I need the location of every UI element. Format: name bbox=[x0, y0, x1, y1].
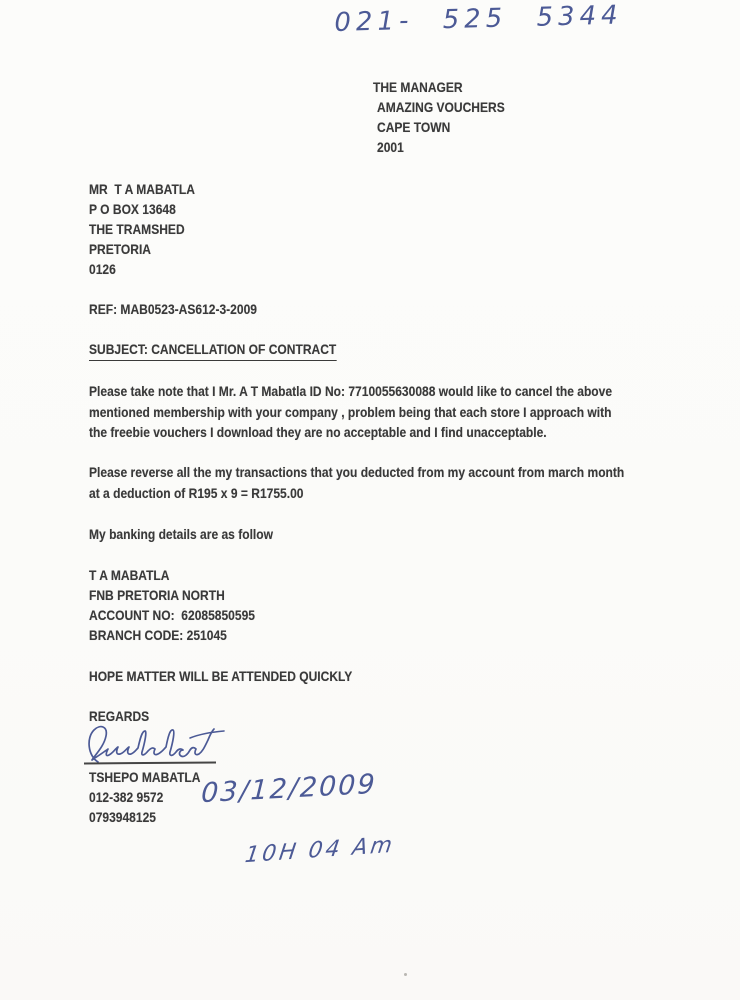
sender-line: MR T A MABATLA bbox=[89, 181, 195, 197]
body-paragraph-1 bbox=[89, 381, 697, 443]
banking-line: FNB PRETORIA NORTH bbox=[89, 587, 225, 603]
signatory-name: TSHEPO MABATLA bbox=[89, 769, 201, 785]
sender-address-block bbox=[89, 179, 212, 279]
closing-line: HOPE MATTER WILL BE ATTENDED QUICKLY bbox=[89, 668, 353, 684]
sender-line: THE TRAMSHED bbox=[89, 221, 185, 237]
subject-line: SUBJECT: CANCELLATION OF CONTRACT bbox=[89, 339, 336, 361]
sender-line: 0126 bbox=[89, 261, 116, 277]
paragraph-line: at a deduction of R195 x 9 = R1755.00 bbox=[89, 484, 304, 501]
closing-block bbox=[89, 666, 395, 686]
recipient-line: 2001 bbox=[377, 139, 404, 155]
subject-block bbox=[89, 339, 377, 361]
body-paragraph-2 bbox=[89, 462, 711, 503]
signatory-phone-1: 012-382 9572 bbox=[89, 789, 164, 805]
sender-line: P O BOX 13648 bbox=[89, 201, 176, 217]
paragraph-line: Please take note that I Mr. A T Mabatla ID No: 7710055630088 would like to cancel the above bbox=[89, 383, 613, 399]
recipient-line: CAPE TOWN bbox=[377, 119, 451, 135]
banking-line: BRANCH CODE: 251045 bbox=[89, 627, 227, 643]
handwritten-phone-annotation: 021- 525 5344 bbox=[334, 0, 624, 38]
scan-speck bbox=[404, 973, 407, 976]
reference-line: REF: MAB0523-AS612-3-2009 bbox=[89, 301, 257, 317]
signatory-block bbox=[89, 767, 219, 827]
signature-crossbar-stroke bbox=[190, 731, 224, 738]
banking-line: ACCOUNT NO: 62085850595 bbox=[89, 607, 255, 623]
paragraph-line: mentioned membership with your company , problem being that each store I approach with bbox=[89, 403, 612, 420]
sender-line: PRETORIA bbox=[89, 241, 152, 257]
sign-off-line: REGARDS bbox=[89, 708, 150, 724]
paragraph-line: Please reverse all the my transactions that you deducted from my account from march month bbox=[89, 464, 625, 480]
banking-intro-block bbox=[89, 524, 303, 544]
signature-scribble bbox=[84, 722, 234, 764]
handwritten-time-annotation: 10H 04 Am bbox=[243, 832, 397, 869]
signature-line bbox=[84, 762, 216, 765]
banking-intro-line: My banking details are as follow bbox=[89, 526, 273, 542]
banking-details-block bbox=[89, 565, 282, 645]
signature-stroke bbox=[89, 727, 214, 762]
handwritten-date-annotation: 03/12/2009 bbox=[200, 768, 378, 810]
paragraph-line: the freebie vouchers I download they are no acceptable and I find unacceptable. bbox=[89, 424, 547, 440]
banking-line: T A MABATLA bbox=[89, 567, 170, 583]
signatory-phone-2: 0793948125 bbox=[89, 809, 156, 825]
recipient-line: THE MANAGER bbox=[373, 79, 463, 95]
recipient-address-block bbox=[373, 77, 526, 157]
recipient-line: AMAZING VOUCHERS bbox=[377, 99, 505, 115]
reference-block bbox=[89, 299, 284, 319]
